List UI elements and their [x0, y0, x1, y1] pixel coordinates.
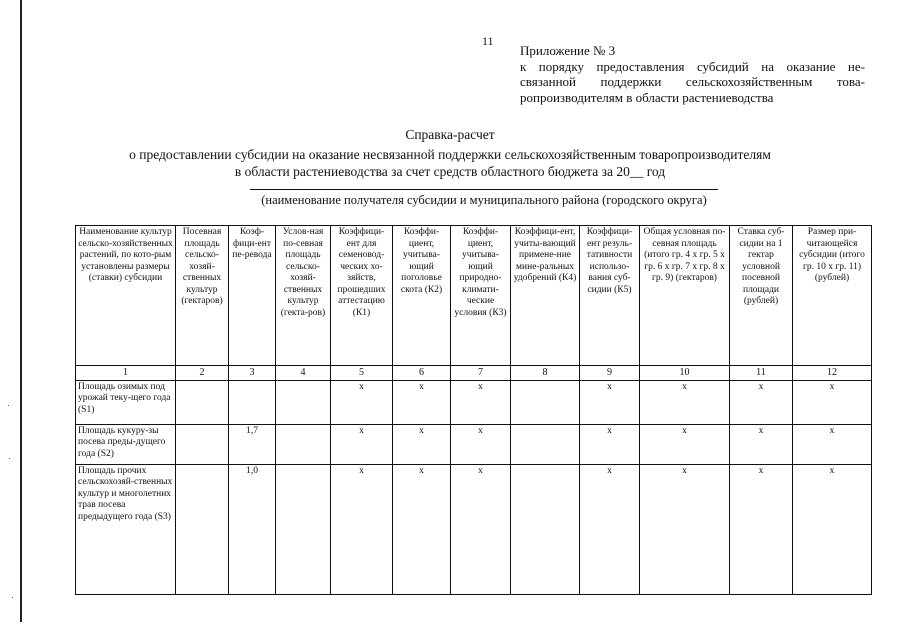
table-cell	[276, 464, 331, 594]
column-header-2: Посевная площадь сельско-хозяй-ственных культур (гектаров)	[176, 226, 229, 366]
table-cell: х	[793, 424, 872, 464]
table-cell: х	[640, 424, 730, 464]
column-header-11: Ставка суб-сидии на 1 гектар условной посевной площади (рублей)	[730, 226, 793, 366]
document-subtitle-line: о предоставлении субсидии на оказание несвязанной поддержки сельскохозяйственным товаропроизводителям	[129, 147, 771, 162]
table-row	[76, 380, 872, 424]
column-header-9: Коэффици-ент резуль-тативности использо-вания суб-сидии (К5)	[580, 226, 640, 366]
column-number-12: 12	[793, 366, 872, 381]
column-number-4: 4	[276, 366, 331, 381]
column-header-7: Коэффи-циент, учитыва-ющий природно-климати-ческие условия (К3)	[451, 226, 511, 366]
appendix-header	[520, 43, 865, 105]
table-cell: х	[331, 424, 393, 464]
table-cell	[511, 424, 580, 464]
column-number-9: 9	[580, 366, 640, 381]
column-header-3: Коэф-фици-ент пе-ревода	[229, 226, 276, 366]
table-cell: х	[640, 380, 730, 424]
table-cell: х	[331, 464, 393, 594]
recipient-name-line	[250, 189, 718, 190]
document-subtitle-line: в области растениеводства за счет средств областного бюджета за 20__ год	[234, 164, 666, 179]
table-cell: х	[580, 464, 640, 594]
scan-speck	[9, 458, 10, 459]
table-cell: х	[793, 464, 872, 594]
column-number-6: 6	[393, 366, 451, 381]
table-cell: х	[331, 380, 393, 424]
scan-speck	[12, 597, 13, 598]
table-body	[76, 226, 872, 595]
row-label: Площадь прочих сельскохозяй-ственных культур и многолетних трав посева предыдущего года (S3)	[76, 464, 176, 594]
table-cell: 1,7	[229, 424, 276, 464]
table-cell: х	[451, 424, 511, 464]
row-label: Площадь озимых под урожай теку-щего года (S1)	[76, 380, 176, 424]
column-header-5: Коэффици-ент для семеновод-ческих хо-зяйств, прошедших аттестацию (К1)	[331, 226, 393, 366]
table-cell: х	[451, 464, 511, 594]
appendix-line: к порядку предоставления субсидий на оказание не-	[520, 58, 865, 74]
column-number-8: 8	[511, 366, 580, 381]
column-header-1: Наименование культур сельско-хозяйственных растений, по кото-рым установлены размеры (ставки) субсидии	[76, 226, 176, 366]
column-number-5: 5	[331, 366, 393, 381]
appendix-line: ропроизводителям в области растениеводства	[520, 89, 774, 105]
column-header-12: Размер при-читающейся субсидии (итого гр. 10 х гр. 11) (рублей)	[793, 226, 872, 366]
column-number-10: 10	[640, 366, 730, 381]
subsidy-calculation-table	[75, 225, 872, 595]
column-number-1: 1	[76, 366, 176, 381]
document-title: Справка-расчет	[405, 127, 495, 142]
table-cell	[176, 464, 229, 594]
column-number-7: 7	[451, 366, 511, 381]
table-row	[76, 464, 872, 594]
row-label: Площадь кукуру-зы посева преды-дущего года (S2)	[76, 424, 176, 464]
table-cell: х	[393, 380, 451, 424]
table-cell: х	[730, 424, 793, 464]
table-cell	[511, 380, 580, 424]
column-number-row	[76, 366, 872, 381]
table-cell: х	[393, 464, 451, 594]
column-header-6: Коэффи-циент, учитыва-ющий поголовье скота (К2)	[393, 226, 451, 366]
appendix-title: Приложение № 3	[520, 43, 616, 58]
table-cell: 1,0	[229, 464, 276, 594]
column-number-11: 11	[730, 366, 793, 381]
page-number: 11	[482, 34, 494, 48]
column-number-2: 2	[176, 366, 229, 381]
table-cell: х	[393, 424, 451, 464]
table-cell: х	[580, 424, 640, 464]
table-cell	[176, 424, 229, 464]
table-cell: х	[730, 464, 793, 594]
scan-speck	[8, 405, 9, 406]
table-cell: х	[793, 380, 872, 424]
column-header-10: Общая условная по-севная площадь (итого гр. 4 х гр. 5 х гр. 6 х гр. 7 х гр. 8 х гр. 9) (гектаров)	[640, 226, 730, 366]
column-header-8: Коэффици-ент, учиты-вающий примене-ние мине-ральных удобрений (К4)	[511, 226, 580, 366]
recipient-caption: (наименование получателя субсидии и муниципального района (городского округа)	[261, 193, 707, 207]
column-number-3: 3	[229, 366, 276, 381]
table-cell	[511, 464, 580, 594]
table-cell: х	[640, 464, 730, 594]
table-cell: х	[451, 380, 511, 424]
column-header-4: Услов-ная по-севная площадь сельско-хозяй-ственных культур (гекта-ров)	[276, 226, 331, 366]
left-margin-line	[20, 0, 22, 622]
table-cell: х	[730, 380, 793, 424]
table-cell	[176, 380, 229, 424]
table-cell	[229, 380, 276, 424]
table-cell: х	[580, 380, 640, 424]
table-cell	[276, 380, 331, 424]
table-row	[76, 424, 872, 464]
appendix-line: связанной поддержки сельскохозяйственным това-	[520, 74, 865, 89]
table-header-row	[76, 226, 872, 366]
table-cell	[276, 424, 331, 464]
